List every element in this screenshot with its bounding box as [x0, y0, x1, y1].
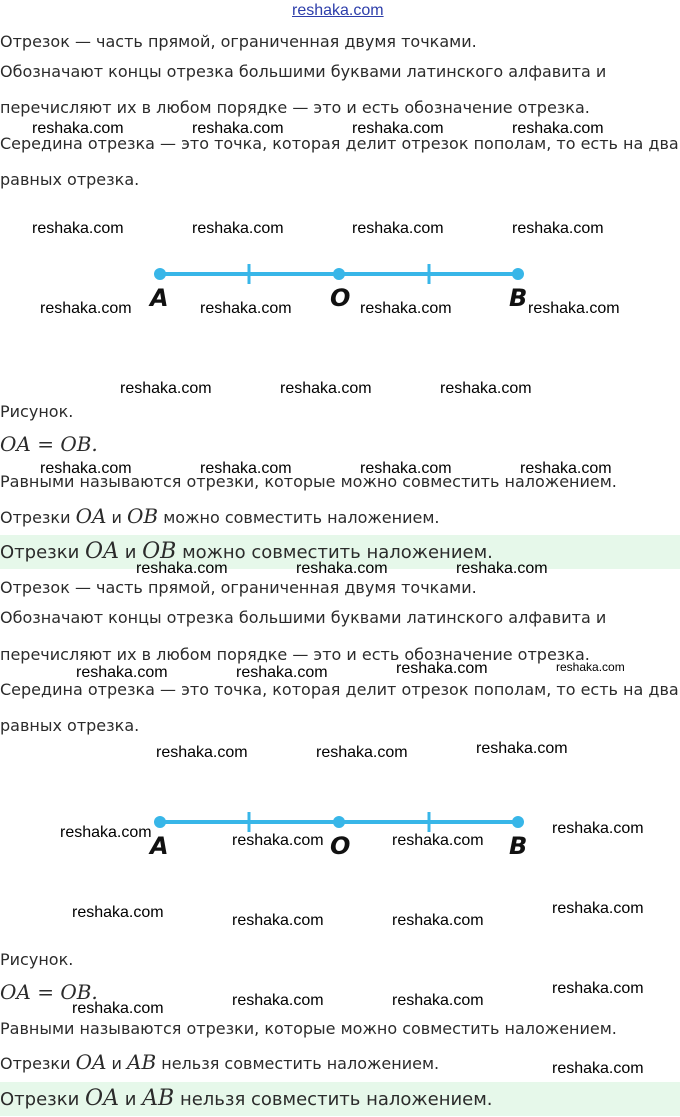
watermark: reshaka.com	[512, 120, 604, 137]
watermark: reshaka.com	[528, 300, 620, 317]
point-o	[333, 816, 345, 828]
figure-caption: Рисунок.	[0, 950, 74, 969]
watermark: reshaka.com	[352, 120, 444, 137]
watermark: reshaka.com	[232, 832, 324, 849]
segment-name: AB	[142, 1086, 175, 1111]
watermark: reshaka.com	[552, 900, 644, 917]
answer-prefix: Отрезки	[0, 508, 71, 527]
watermark: reshaka.com	[476, 740, 568, 757]
definition-text: Отрезок — часть прямой, ограниченная двумя точками.	[0, 578, 477, 597]
watermark: reshaka.com	[512, 220, 604, 237]
answer-line	[0, 1052, 439, 1074]
answer-suffix: нельзя совместить наложением.	[161, 1054, 440, 1073]
watermark: reshaka.com	[392, 992, 484, 1009]
segment-name: OB	[127, 504, 159, 528]
segment-name: OA	[85, 539, 119, 564]
watermark: reshaka.com	[352, 220, 444, 237]
definition-text: Отрезок — часть прямой, ограниченная двумя точками.	[0, 32, 477, 51]
watermark: reshaka.com	[296, 560, 388, 577]
watermark: reshaka.com	[556, 660, 625, 674]
watermark: reshaka.com	[316, 744, 408, 761]
midpoint-text-line1: Середина отрезка — это точка, которая делит отрезок пополам, то есть на два	[0, 134, 679, 153]
watermark: reshaka.com	[120, 380, 212, 397]
answer-prefix: Отрезки	[0, 1089, 80, 1110]
equal-segments-text: Равными называются отрезки, которые можно совместить наложением.	[0, 1019, 617, 1038]
watermark: reshaka.com	[280, 380, 372, 397]
label-b: B	[509, 284, 528, 312]
point-b	[512, 816, 524, 828]
watermark: reshaka.com	[40, 460, 132, 477]
watermark: reshaka.com	[520, 460, 612, 477]
equation: OA = OB.	[0, 980, 98, 1004]
site-link-text: reshaka.com	[292, 2, 384, 19]
answer-and: и	[124, 542, 137, 563]
label-a: A	[150, 832, 169, 860]
highlighted-answer	[0, 1082, 493, 1117]
watermark: reshaka.com	[72, 1000, 164, 1017]
watermark: reshaka.com	[456, 560, 548, 577]
watermark: reshaka.com	[232, 912, 324, 929]
equal-segments-text: Равными называются отрезки, которые можно совместить наложением.	[0, 472, 617, 491]
watermark: reshaka.com	[236, 664, 328, 681]
watermark: reshaka.com	[552, 980, 644, 997]
answer-line	[0, 506, 440, 528]
midpoint-text-line2: равных отрезка.	[0, 716, 140, 735]
watermark: reshaka.com	[156, 744, 248, 761]
segment-name: OA	[85, 1086, 119, 1111]
watermark: reshaka.com	[440, 380, 532, 397]
watermark: reshaka.com	[200, 300, 292, 317]
answer-highlight	[0, 1082, 680, 1116]
midpoint-text-line2: равных отрезка.	[0, 170, 140, 189]
midpoint-text-line1: Середина отрезка — это точка, которая делит отрезок пополам, то есть на два	[0, 680, 679, 699]
figure-caption: Рисунок.	[0, 402, 74, 421]
answer-prefix: Отрезки	[0, 1054, 71, 1073]
equation: OA = OB.	[0, 432, 98, 456]
watermark: reshaka.com	[40, 300, 132, 317]
label-a: A	[150, 284, 169, 312]
answer-suffix: нельзя совместить наложением.	[179, 1089, 493, 1110]
answer-prefix: Отрезки	[0, 542, 80, 563]
watermark: reshaka.com	[60, 824, 152, 841]
watermark: reshaka.com	[552, 1060, 644, 1077]
answer-suffix: можно совместить наложением.	[163, 508, 440, 527]
highlighted-answer	[0, 535, 493, 570]
site-link[interactable]	[292, 2, 384, 20]
segment-name: AB	[127, 1050, 157, 1074]
watermark: reshaka.com	[396, 660, 488, 677]
watermark: reshaka.com	[192, 220, 284, 237]
label-o: O	[330, 832, 351, 860]
answer-and: и	[111, 508, 122, 527]
watermark: reshaka.com	[32, 220, 124, 237]
segment-name: OA	[75, 504, 107, 528]
notation-text-line2: перечисляют их в любом порядке — это и есть обозначение отрезка.	[0, 98, 590, 117]
watermark: reshaka.com	[392, 912, 484, 929]
watermark: reshaka.com	[360, 300, 452, 317]
point-o	[333, 268, 345, 280]
answer-and: и	[124, 1089, 137, 1110]
notation-text-line1: Обозначают концы отрезка большими буквами латинского алфавита и	[0, 62, 607, 81]
notation-text-line1: Обозначают концы отрезка большими буквами латинского алфавита и	[0, 608, 607, 627]
watermark: reshaka.com	[552, 820, 644, 837]
watermark: reshaka.com	[192, 120, 284, 137]
watermark: reshaka.com	[360, 460, 452, 477]
point-a	[154, 816, 166, 828]
watermark: reshaka.com	[200, 460, 292, 477]
point-b	[512, 268, 524, 280]
segment-name: OA	[75, 1050, 107, 1074]
label-b: B	[509, 832, 528, 860]
watermark: reshaka.com	[136, 560, 228, 577]
watermark: reshaka.com	[76, 664, 168, 681]
watermark: reshaka.com	[32, 120, 124, 137]
notation-text-line2: перечисляют их в любом порядке — это и есть обозначение отрезка.	[0, 645, 590, 664]
watermark: reshaka.com	[72, 904, 164, 921]
answer-suffix: можно совместить наложением.	[182, 542, 493, 563]
label-o: O	[330, 284, 351, 312]
point-a	[154, 268, 166, 280]
answer-and: и	[111, 1054, 122, 1073]
segment-name: OB	[142, 539, 177, 564]
watermark: reshaka.com	[232, 992, 324, 1009]
watermark: reshaka.com	[392, 832, 484, 849]
